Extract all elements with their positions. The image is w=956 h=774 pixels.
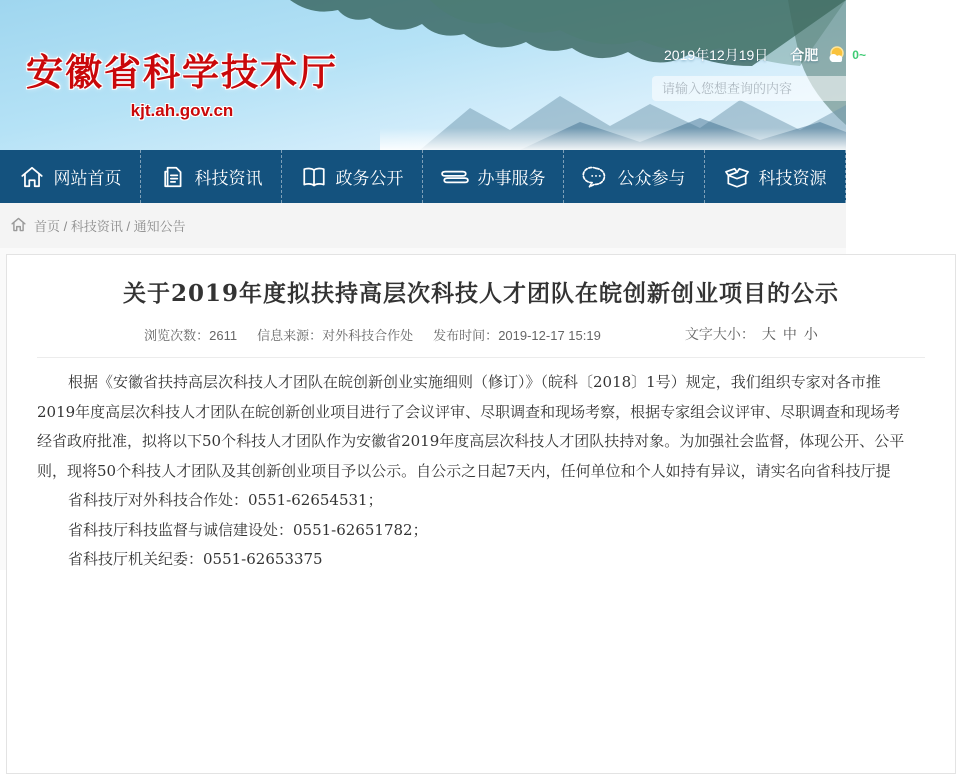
article-meta bbox=[37, 324, 925, 344]
meta-publish-time bbox=[433, 325, 601, 344]
meta-source bbox=[257, 325, 413, 344]
fontsize-small-button[interactable]: 小 bbox=[803, 326, 818, 342]
nav-item-news[interactable] bbox=[141, 150, 282, 203]
source-label: 信息来源： bbox=[257, 327, 323, 343]
nav-item-services[interactable] bbox=[423, 150, 564, 203]
service-desk-icon bbox=[441, 164, 469, 190]
meta-views bbox=[144, 325, 237, 344]
fontsize-label: 文字大小： bbox=[684, 326, 755, 342]
article-title: 关于2019年度拟扶持高层次科技人才团队在皖创新创业项目的公示 bbox=[122, 280, 839, 307]
current-date: 2019年12月19日 bbox=[664, 47, 769, 63]
site-url: kjt.ah.gov.cn bbox=[130, 101, 234, 120]
temperature: 0~ bbox=[852, 48, 866, 62]
time-label: 发布时间： bbox=[433, 327, 499, 343]
article-line: 省科技厅对外科技合作处：0551-62654531； bbox=[68, 491, 383, 509]
nav-item-label: 公众参与 bbox=[617, 169, 686, 188]
article-line: 则，现将50个科技人才团队及其创新创业项目予以公示。自公示之日起7天内，任何单位和个人如持有异议，请实名向省科技厅提 bbox=[37, 461, 891, 480]
news-icon bbox=[160, 164, 186, 190]
article-line: 省科技厅科技监督与诚信建设处：0551-62651782； bbox=[68, 520, 428, 539]
open-book-icon bbox=[301, 164, 327, 190]
article-line: 2019年度高层次科技人才团队在皖创新创业项目进行了会议评审、尽职调查和现场考察，根据专家组会议评审、尽职调查和现场考 bbox=[37, 402, 901, 421]
nav-item-home[interactable] bbox=[0, 150, 141, 203]
nav-item-label: 科技资源 bbox=[758, 169, 827, 188]
nav-item-label: 政务公开 bbox=[335, 169, 404, 188]
sun-cloud-icon bbox=[824, 44, 850, 66]
nav-item-label: 办事服务 bbox=[477, 169, 546, 188]
search-input[interactable] bbox=[652, 76, 862, 101]
breadcrumb[interactable] bbox=[0, 203, 846, 248]
nav-item-participation[interactable] bbox=[564, 150, 705, 203]
breadcrumb-home-icon[interactable] bbox=[10, 216, 27, 236]
nav-item-gov-info[interactable] bbox=[282, 150, 423, 203]
article-body bbox=[37, 368, 925, 575]
main-nav bbox=[0, 150, 846, 203]
nav-item-label: 网站首页 bbox=[53, 169, 122, 188]
chat-bubble-icon bbox=[583, 164, 609, 190]
time-value: 2019-12-17 15:19 bbox=[498, 327, 601, 343]
site-logo[interactable] bbox=[22, 42, 342, 121]
fontsize-large-button[interactable]: 大 bbox=[761, 326, 776, 342]
breadcrumb-text[interactable]: 首页 / 科技资讯 / 通知公告 bbox=[34, 219, 186, 234]
article-line: 省科技厅机关纪委：0551-62653375 bbox=[68, 550, 323, 568]
site-name: 安徽省科学技术厅 bbox=[26, 52, 338, 93]
nav-item-resources[interactable] bbox=[705, 150, 846, 203]
views-count: 2611 bbox=[209, 327, 238, 343]
home-icon bbox=[19, 164, 45, 190]
views-label: 浏览次数： bbox=[144, 327, 210, 343]
nav-item-label: 科技资讯 bbox=[194, 169, 263, 188]
header-topbar bbox=[664, 44, 866, 66]
font-size-controls bbox=[685, 324, 818, 344]
fontsize-medium-button[interactable]: 中 bbox=[782, 326, 797, 342]
site-header bbox=[0, 0, 866, 150]
article-line: 经省政府批准，拟将以下50个科技人才团队作为安徽省2019年度高层次科技人才团队扶持对象。为加强社会监督，体现公开、公平 bbox=[37, 432, 905, 450]
source-value: 对外科技合作处 bbox=[322, 327, 414, 343]
article-line: 根据《安徽省扶持高层次科技人才团队在皖创新创业实施细则（修订）》（皖科〔2018〕1号）规定，我们组织专家对各市推 bbox=[68, 373, 881, 391]
site-search bbox=[652, 76, 862, 101]
article-card bbox=[6, 254, 956, 774]
separator bbox=[37, 357, 925, 358]
open-box-icon bbox=[724, 164, 750, 190]
weather-city: 合肥 bbox=[790, 47, 819, 63]
